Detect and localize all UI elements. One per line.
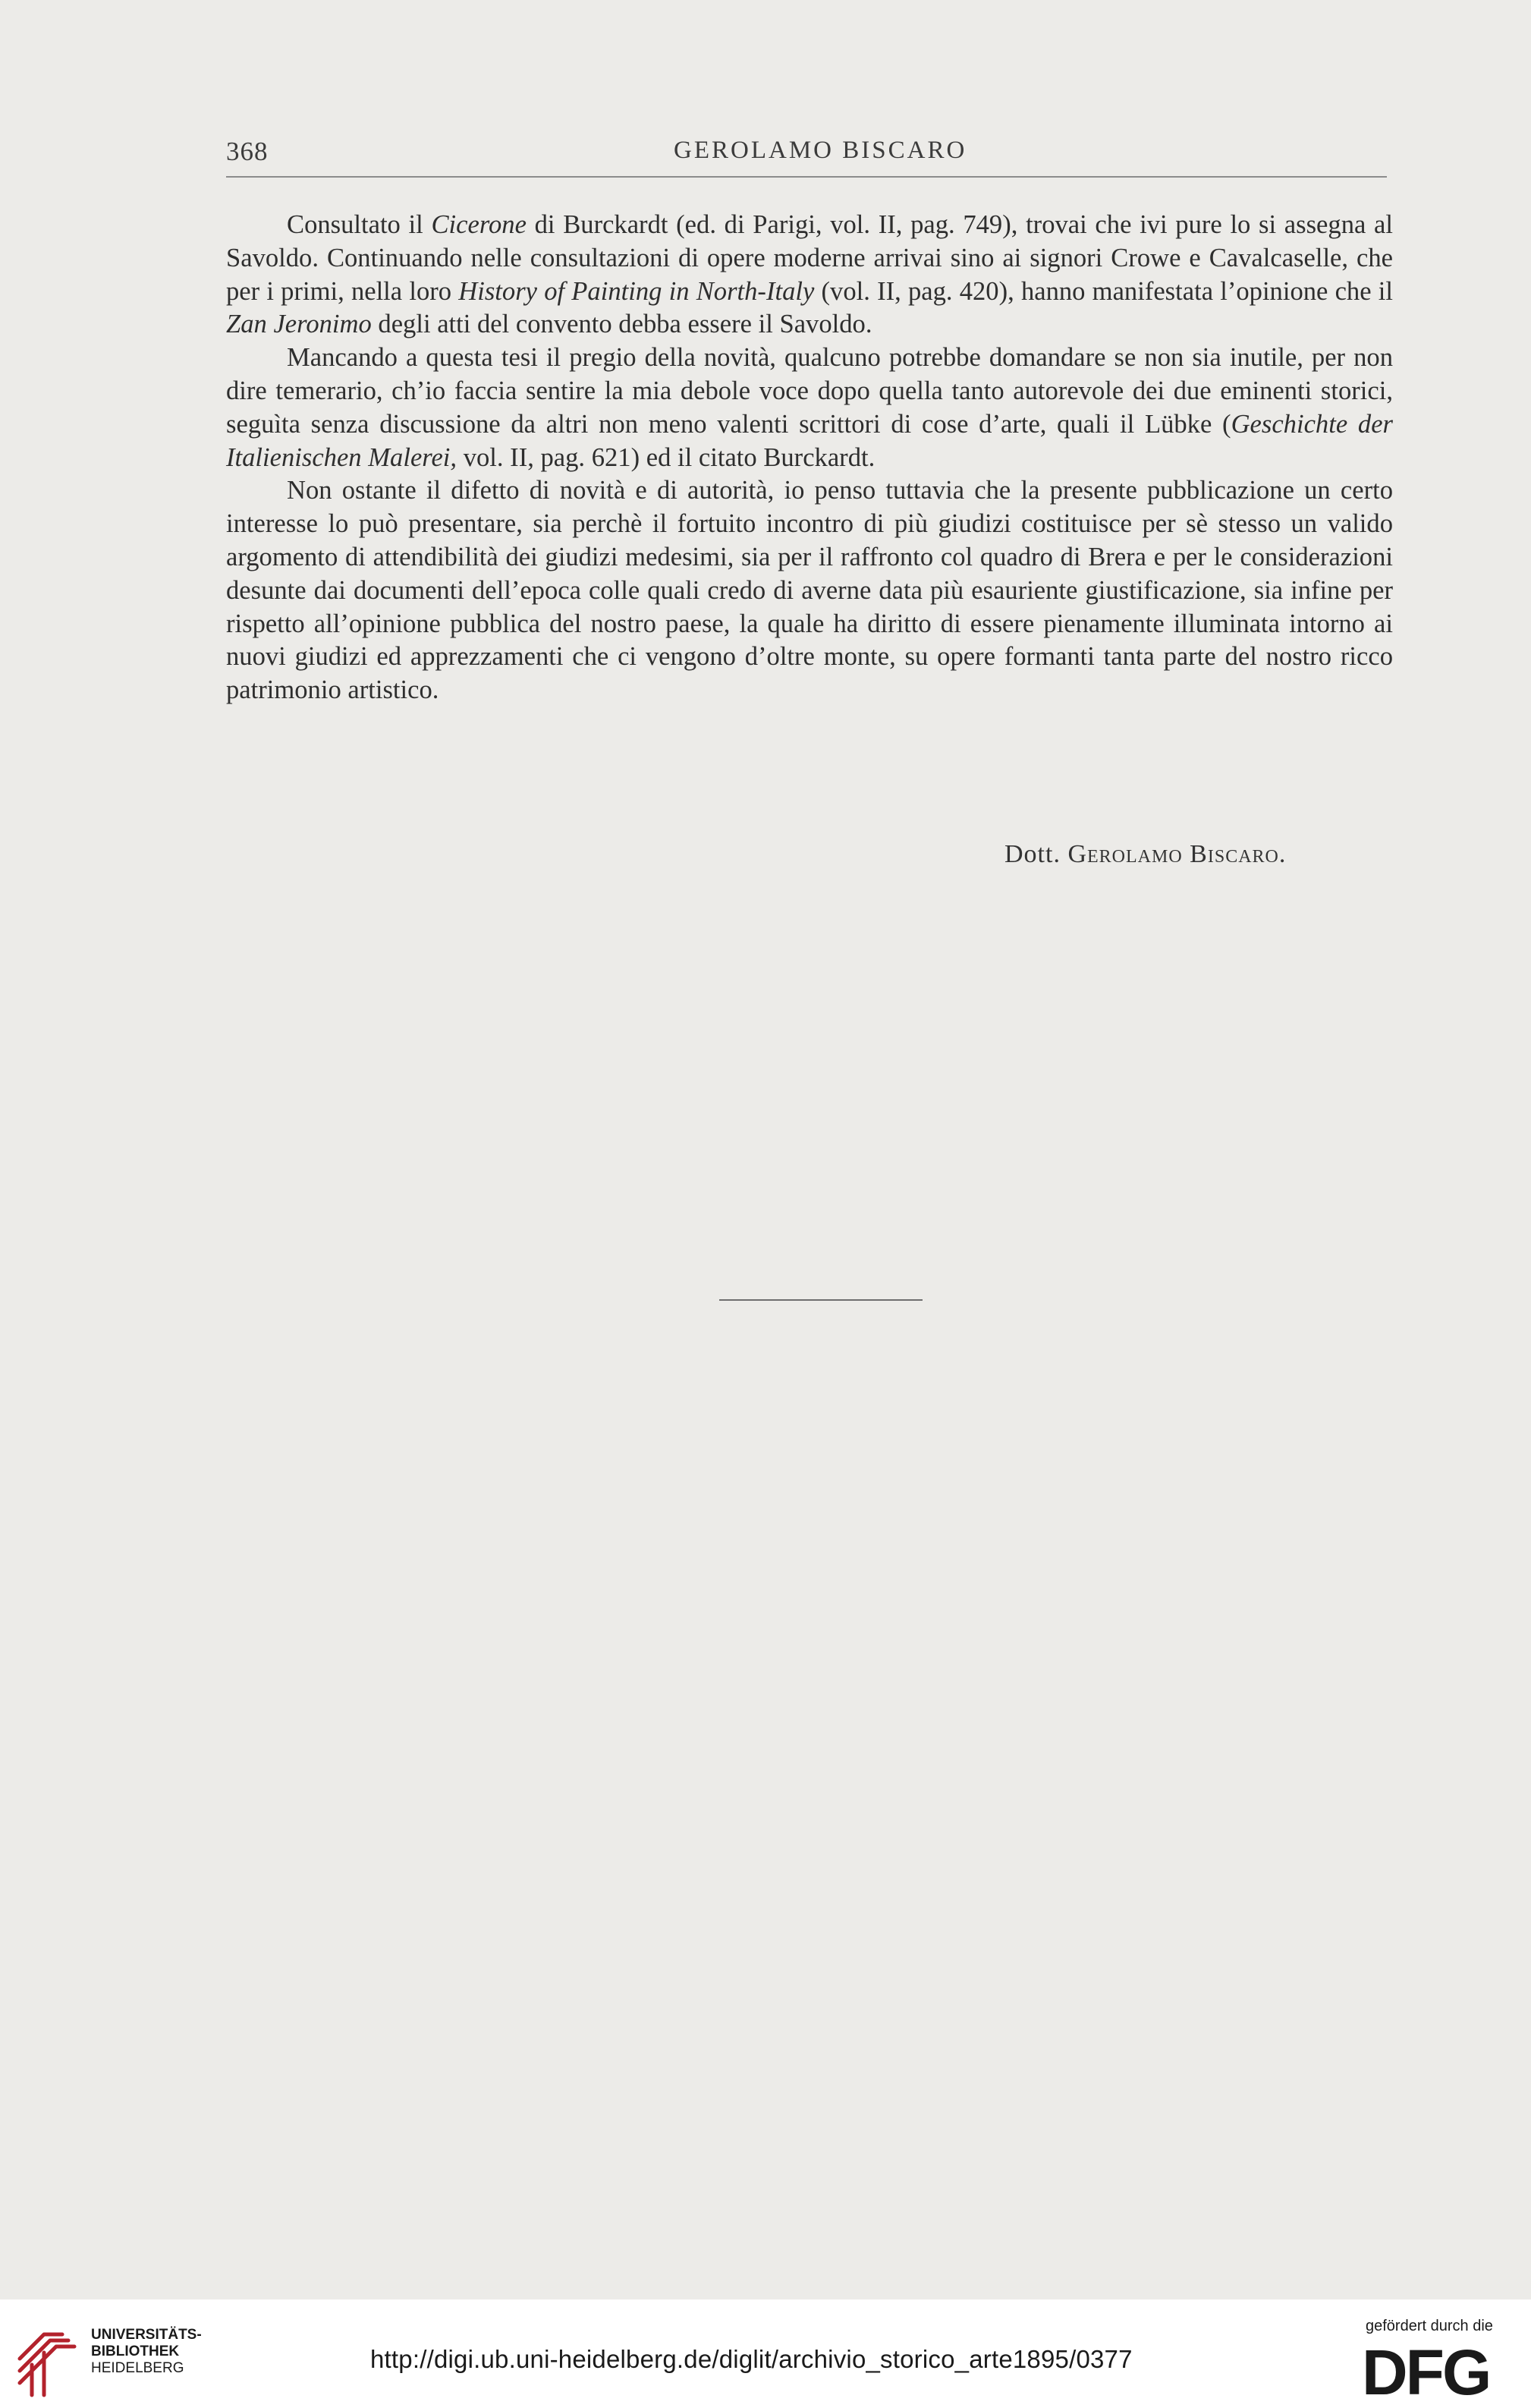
body-text — [226, 209, 1393, 707]
paragraph-3 — [226, 474, 1393, 707]
source-url-link[interactable]: http://digi.ub.uni-heidelberg.de/diglit/archivio_storico_arte1895/0377 — [370, 2345, 1133, 2373]
italic-title: Cicerone — [431, 210, 527, 239]
running-title: GEROLAMO BISCARO — [674, 137, 967, 164]
italic-title: History of Painting in North-Italy — [458, 276, 815, 306]
signature-prefix: Dott. — [1004, 840, 1068, 868]
text-run: Consultato il — [287, 210, 432, 239]
text-run: degli atti del convento debba essere il Savoldo. — [371, 310, 872, 339]
text-run: Non ostante il difetto di novità e di autorità, io penso tuttavia che la presente pubblicazione un certo interesse lo può presentare, sia perchè il fortuito incontro di più giudizi costituisce per sè stesso un valido argomento di attendibilità dei giudizi medesimi, sia per il raffronto col quadro di Brera e per le considerazioni desunte dai documenti dell’epoca colle quali credo di averne data più esauriente giustificazione, sia infine per rispetto all’opinione pubblica del nostro paese, la quale ha diritto di essere pienamente illuminata intorno ai nuovi giudizi ed apprezzamenti che ci vengono d’oltre monte, su opere formanti tanta parte del nostro ricco patrimonio artistico. — [226, 476, 1393, 705]
header-rule — [226, 176, 1387, 178]
library-name-line: UNIVERSITÄTS- — [91, 2327, 202, 2343]
text-run: Mancando a questa tesi il pregio della novità, qualcuno potrebbe domandare se non sia inutile, per non dire temerario, ch’io faccia sentire la mia debole voce dopo quella tanto autorevole dei due eminenti storici, seguìta senza discussione da altri non meno valenti scrittori di cose d’arte, quali il Lübke ( — [226, 343, 1393, 439]
paragraph-2 — [226, 342, 1393, 474]
footer-bar — [0, 2299, 1531, 2406]
page-number: 368 — [226, 137, 269, 166]
text-run: vol. II, pag. 621) ed il citato Burckardt. — [457, 442, 876, 472]
library-name-line: BIBLIOTHEK — [91, 2343, 180, 2359]
running-head — [226, 129, 1387, 175]
signature-name: Gerolamo Biscaro. — [1067, 840, 1287, 868]
library-name-line: HEIDELBERG — [91, 2360, 184, 2376]
italic-title: Zan Jeronimo — [226, 310, 372, 339]
funding-note: gefördert durch die — [1366, 2318, 1493, 2334]
text-run: (vol. II, pag. 420), hanno manifestata l’opinione che il — [814, 276, 1393, 306]
text-run: di Burckardt (ed. di Parigi, vol. II, pag. 749), trovai che ivi pure lo si assegna al Savoldo. Continuando nelle consultazioni di opere moderne arrivai sino ai signori Crowe e Cavalcaselle, che per i primi, nella loro — [226, 210, 1393, 306]
dfg-logo: DFG — [1362, 2337, 1490, 2408]
end-rule — [719, 1299, 923, 1301]
author-signature — [1004, 840, 1286, 869]
library-name — [91, 2327, 202, 2377]
paragraph-1 — [226, 209, 1393, 342]
italic-title: Geschichte der Italienischen Malerei, — [226, 409, 1393, 472]
